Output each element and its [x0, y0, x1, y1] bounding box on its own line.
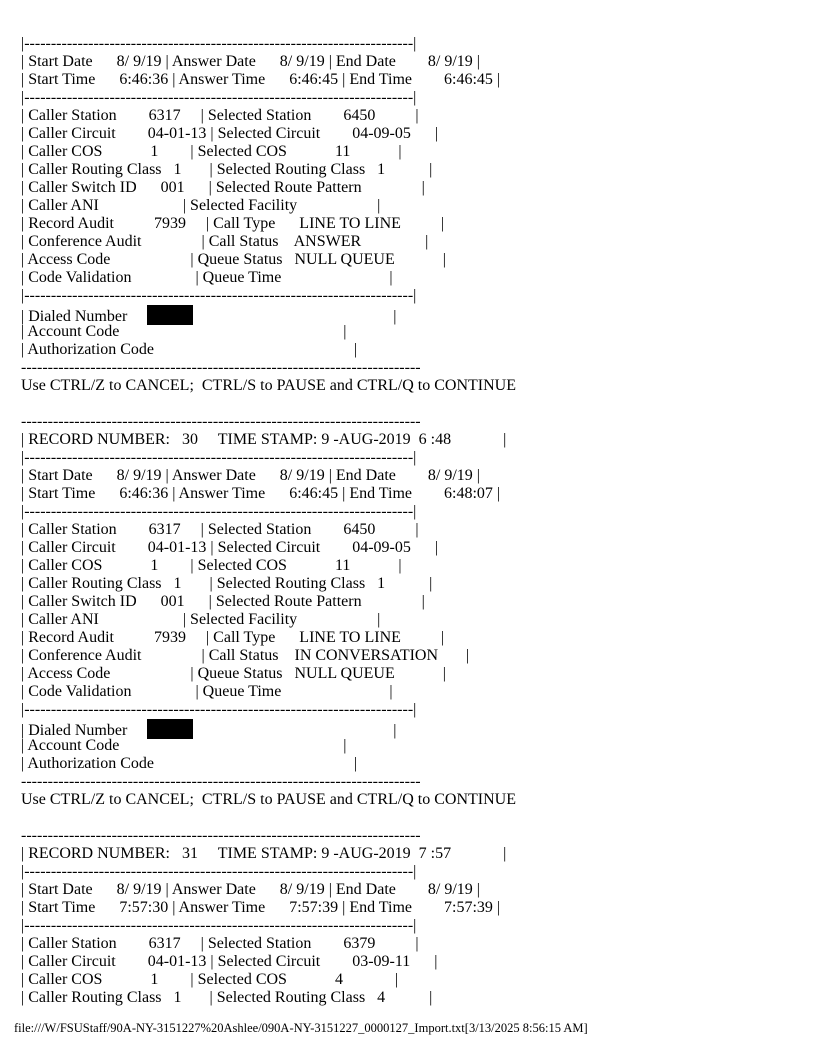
divider-line: |-------------------------------------------------------------------------|	[21, 503, 417, 520]
field-line: | Start Date 8/ 9/19 | Answer Date 8/ 9/19 | End Date 8/ 9/19 |	[21, 467, 480, 484]
field-line: | Record Audit 7939 | Call Type LINE TO LINE |	[21, 215, 445, 232]
field-line: | Access Code | Queue Status NULL QUEUE |	[21, 665, 446, 682]
divider-line: |-------------------------------------------------------------------------|	[21, 449, 417, 466]
field-line: | Conference Audit | Call Status IN CONVERSATION |	[21, 647, 470, 664]
divider-line: ---------------------------------------------------------------------------	[21, 413, 421, 430]
field-line: | Record Audit 7939 | Call Type LINE TO LINE |	[21, 629, 445, 646]
field-line: | Caller ANI | Selected Facility |	[21, 197, 381, 214]
field-line: | Caller Station 6317 | Selected Station 6450 |	[21, 107, 419, 124]
field-line: | Access Code | Queue Status NULL QUEUE |	[21, 251, 446, 268]
field-line: | Caller COS 1 | Selected COS 11 |	[21, 143, 402, 160]
field-line: | Caller Circuit 04-01-13 | Selected Circuit 04-09-05 |	[21, 539, 439, 556]
field-line: | Caller ANI | Selected Facility |	[21, 611, 381, 628]
divider-line: |-------------------------------------------------------------------------|	[21, 917, 417, 934]
field-line: | Authorization Code |	[21, 755, 358, 772]
field-line: | Caller COS 1 | Selected COS 4 |	[21, 971, 399, 988]
field-line: | Caller Routing Class 1 | Selected Routing Class 1 |	[21, 575, 433, 592]
divider-line: |-------------------------------------------------------------------------|	[21, 89, 417, 106]
field-line: | Start Date 8/ 9/19 | Answer Date 8/ 9/19 | End Date 8/ 9/19 |	[21, 53, 480, 70]
blank-line	[21, 809, 516, 827]
divider-line: |-------------------------------------------------------------------------|	[21, 863, 417, 880]
print-footer-url: file:///W/FSUStaff/90A-NY-3151227%20Ashlee/090A-NY-3151227_0000127_Import.txt[3/13/2025 8:56:15 AM]	[14, 1021, 588, 1035]
field-line: | Start Time 6:46:36 | Answer Time 6:46:45 | End Time 6:48:07 |	[21, 485, 501, 502]
field-line: | Account Code |	[21, 323, 347, 340]
redaction-box	[147, 305, 193, 325]
divider-line: |-------------------------------------------------------------------------|	[21, 287, 417, 304]
field-line: | Caller Circuit 04-01-13 | Selected Circuit 04-09-05 |	[21, 125, 439, 142]
field-line: | Caller Switch ID 001 | Selected Route Pattern |	[21, 593, 425, 610]
dialed-number-line: | Dialed Number |	[21, 719, 516, 737]
divider-line: ---------------------------------------------------------------------------	[21, 359, 421, 376]
field-line: | Caller Circuit 04-01-13 | Selected Circuit 03-09-11 |	[21, 953, 438, 970]
divider-line: |-------------------------------------------------------------------------|	[21, 35, 417, 52]
divider-line: |-------------------------------------------------------------------------|	[21, 701, 417, 718]
blank-line	[21, 395, 516, 413]
field-line: | Code Validation | Queue Time |	[21, 683, 393, 700]
field-line: | Conference Audit | Call Status ANSWER |	[21, 233, 429, 250]
field-line: | Caller Routing Class 1 | Selected Routing Class 1 |	[21, 161, 433, 178]
field-line: | Caller Routing Class 1 | Selected Routing Class 4 |	[21, 989, 433, 1006]
field-line: | Code Validation | Queue Time |	[21, 269, 393, 286]
field-line: | Start Time 6:46:36 | Answer Time 6:46:45 | End Time 6:46:45 |	[21, 71, 501, 88]
redaction-box	[147, 719, 193, 739]
field-line: | Caller Station 6317 | Selected Station 6450 |	[21, 521, 419, 538]
field-line: | Caller Station 6317 | Selected Station 6379 |	[21, 935, 419, 952]
text-document	[21, 35, 516, 1007]
divider-line: ---------------------------------------------------------------------------	[21, 827, 421, 844]
record-header-line: | RECORD NUMBER: 31 TIME STAMP: 9 -AUG-2019 7 :57 |	[21, 845, 507, 862]
dialed-number-line: | Dialed Number |	[21, 305, 516, 323]
field-line: | Start Date 8/ 9/19 | Answer Date 8/ 9/19 | End Date 8/ 9/19 |	[21, 881, 480, 898]
prompt-line: Use CTRL/Z to CANCEL; CTRL/S to PAUSE and CTRL/Q to CONTINUE	[21, 377, 516, 394]
field-line: | Caller COS 1 | Selected COS 11 |	[21, 557, 402, 574]
record-header-line: | RECORD NUMBER: 30 TIME STAMP: 9 -AUG-2019 6 :48 |	[21, 431, 507, 448]
field-line: | Authorization Code |	[21, 341, 358, 358]
field-line: | Start Time 7:57:30 | Answer Time 7:57:39 | End Time 7:57:39 |	[21, 899, 501, 916]
prompt-line: Use CTRL/Z to CANCEL; CTRL/S to PAUSE and CTRL/Q to CONTINUE	[21, 791, 516, 808]
field-line: | Account Code |	[21, 737, 347, 754]
field-line: | Caller Switch ID 001 | Selected Route Pattern |	[21, 179, 425, 196]
divider-line: ---------------------------------------------------------------------------	[21, 773, 421, 790]
